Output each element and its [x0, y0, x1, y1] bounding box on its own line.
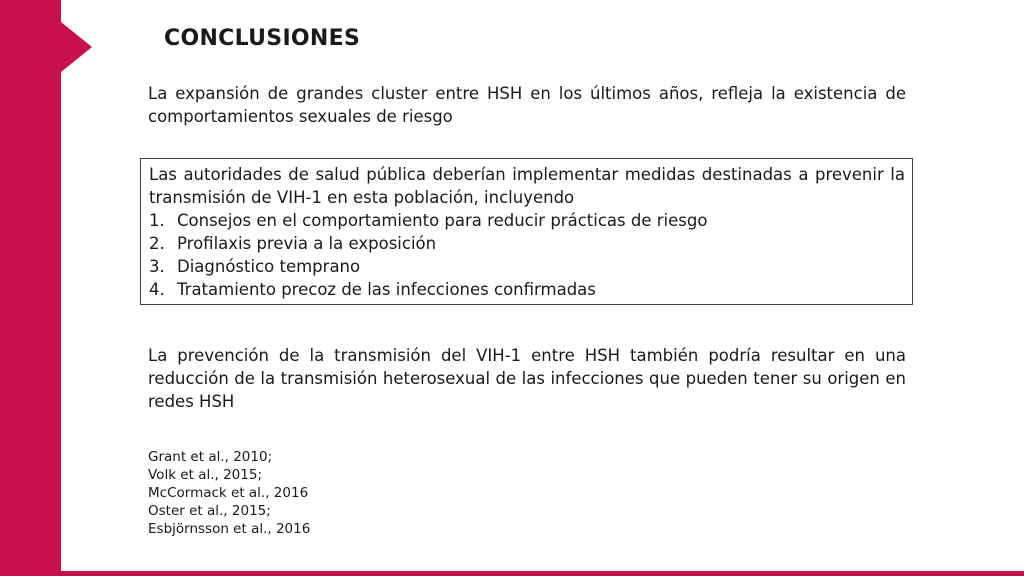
reference-item: Grant et al., 2010;: [148, 449, 273, 465]
list-item-text: Profilaxis previa a la exposición: [177, 234, 437, 253]
recommendations-list: [149, 209, 905, 301]
slide-title: CONCLUSIONES: [164, 26, 361, 51]
list-item: [149, 209, 905, 232]
list-item-number: 4.: [149, 280, 165, 299]
list-item-number: 3.: [149, 257, 165, 276]
accent-bottom-bar: [0, 571, 1024, 576]
reference-item: Volk et al., 2015;: [148, 467, 262, 483]
list-item-number: 2.: [149, 234, 165, 253]
conclusion-paragraph-1: La expansión de grandes cluster entre HSH en los últimos años, refleja la existencia de comportamientos sexuales de riesgo: [148, 84, 906, 126]
reference-item: McCormack et al., 2016: [148, 485, 309, 501]
list-item-text: Diagnóstico temprano: [177, 257, 361, 276]
recommendations-intro: Las autoridades de salud pública deberían implementar medidas destinadas a prevenir la transmisión de VIH-1 en esta población, incluyendo: [149, 165, 905, 207]
list-item-text: Tratamiento precoz de las infecciones confirmadas: [177, 280, 596, 299]
references: [148, 448, 310, 538]
list-item: [149, 232, 905, 255]
conclusion-paragraph-3: La prevención de la transmisión del VIH-1 entre HSH también podría resultar en una reducción de la transmisión heterosexual de las infecciones que pueden tener su origen en redes HSH: [148, 346, 906, 411]
reference-item: Esbjörnsson et al., 2016: [148, 521, 311, 537]
list-item: [149, 255, 905, 278]
accent-sidebar: [0, 0, 61, 576]
list-item-number: 1.: [149, 211, 165, 230]
recommendations-box: [140, 158, 913, 305]
sidebar-arrow-shape: [61, 22, 92, 72]
list-item-text: Consejos en el comportamiento para reducir prácticas de riesgo: [177, 211, 708, 230]
reference-item: Oster et al., 2015;: [148, 503, 271, 519]
list-item: [149, 278, 905, 301]
